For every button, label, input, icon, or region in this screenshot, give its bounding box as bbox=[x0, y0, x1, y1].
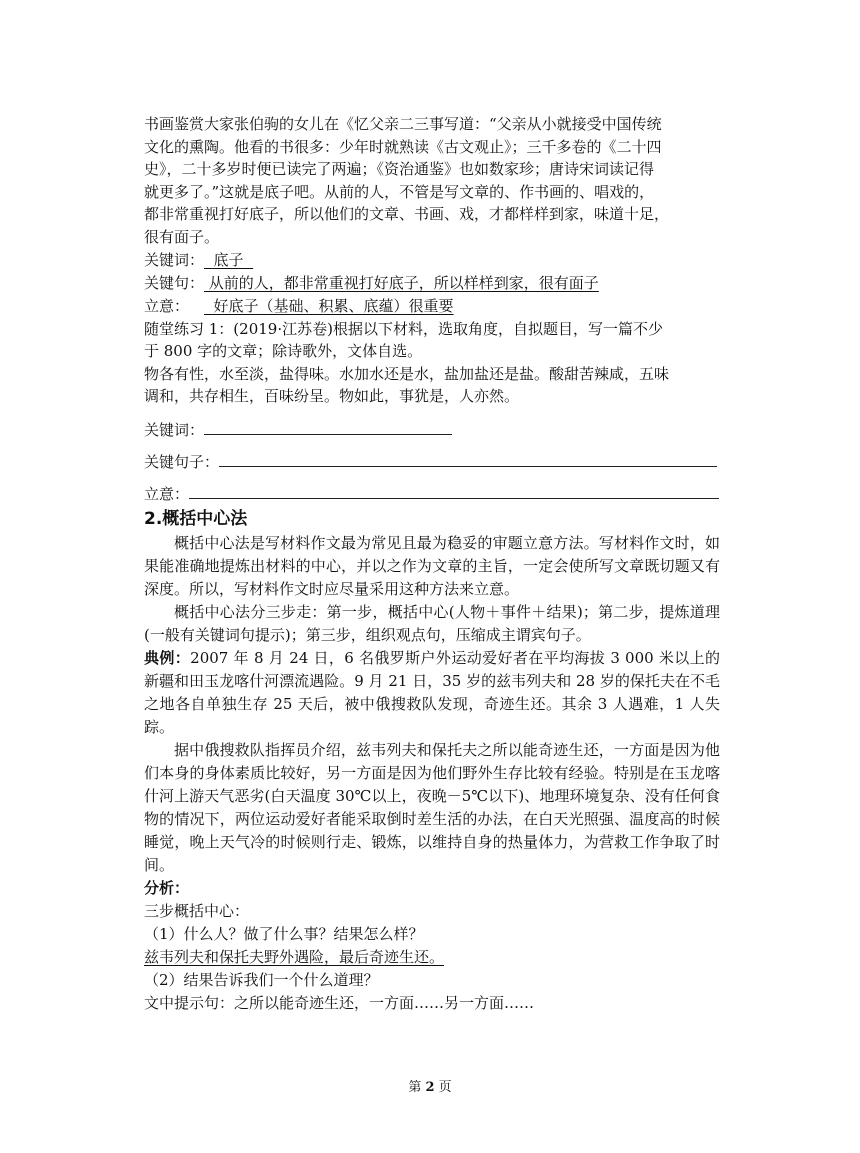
page-footer bbox=[0, 1076, 860, 1095]
footer-suffix: 页 bbox=[434, 1080, 452, 1095]
analysis-answer: 兹韦列夫和保托夫野外遇险，最后奇迹生还。 bbox=[144, 947, 445, 966]
keyword-value: 底子 bbox=[204, 250, 254, 269]
text-line: 史》，二十多岁时便已读完了两遍；《资治通鉴》也如数家珍；唐诗宋词读记得 bbox=[144, 160, 655, 179]
steps-paragraph: 概括中心法分三步走：第一步，概括中心(人物＋事件＋结果)；第二步，提炼道理(一般有关键词句提示)；第三步，组织观点句，压缩成主谓宾句子。 bbox=[144, 602, 720, 644]
footer-prefix: 第 bbox=[408, 1080, 426, 1095]
keyword-label: 关键词： bbox=[144, 250, 205, 269]
text-line: 都非常重视打好底子，所以他们的文章、书画、戏，才都样样到家，味道十足， bbox=[144, 205, 670, 224]
practice-line: 物各有性，水至淡，盐得味。水加水还是水，盐加盐还是盐。酸甜苦辣咸，五味 bbox=[144, 364, 670, 383]
practice-exercise bbox=[144, 318, 720, 504]
keysentence-label: 关键句： bbox=[144, 273, 205, 292]
keysentence-value: 从前的人，都非常重视打好底子，所以样样到家，很有面子 bbox=[204, 273, 599, 292]
page-number: 2 bbox=[425, 1080, 435, 1095]
practice-line: 随堂练习 1：(2019·江苏卷)根据以下材料，选取角度，自拟题目，写一篇不少 bbox=[144, 319, 663, 338]
text-line: 很有面子。 bbox=[144, 227, 220, 246]
analysis-line: （1）什么人？做了什么事？结果怎么样？ bbox=[144, 924, 424, 943]
intro-paragraph bbox=[144, 113, 720, 249]
keyword-blank[interactable] bbox=[204, 434, 452, 435]
analysis-label: 分析： bbox=[144, 878, 190, 897]
keysentence-blank[interactable] bbox=[219, 466, 717, 467]
text-line: 就更多了。”这就是底子吧。从前的人，不管是写文章的、作书画的、唱戏的， bbox=[144, 182, 655, 201]
practice-idea-label: 立意： bbox=[144, 484, 190, 503]
section-heading: 2.概括中心法 bbox=[144, 508, 248, 529]
method-paragraph: 概括中心法是写材料作文最为常见且最为稳妥的审题立意方法。写材料作文时，如果能准确地提炼出材料的中心，并以之作为文章的主旨，一定会使所写文章既切题又有深度。所以，写材料作文时应尽量采用这种方法来立意。 bbox=[144, 533, 720, 598]
practice-keyword-row bbox=[144, 408, 720, 440]
idea-label: 立意： bbox=[144, 296, 190, 315]
example-paragraph bbox=[144, 647, 720, 739]
text-line: 文化的熏陶。他看的书很多：少年时就熟读《古文观止》；三千多卷的《二十四 bbox=[144, 137, 662, 156]
analysis-line: （2）结果告诉我们一个什么道理？ bbox=[144, 970, 379, 989]
example-label: 典例： bbox=[144, 648, 191, 667]
practice-keysentence-row bbox=[144, 440, 720, 472]
practice-line: 于 800 字的文章；除诗歌外，文体自选。 bbox=[144, 342, 423, 361]
idea-row bbox=[144, 295, 720, 318]
practice-keyword-label: 关键词： bbox=[144, 420, 205, 439]
practice-line: 调和，共存相生，百味纷呈。物如此，事犹是，人亦然。 bbox=[144, 387, 520, 406]
analysis-line: 文中提示句：之所以能奇迹生还，一方面……另一方面…… bbox=[144, 993, 535, 1012]
detail-paragraph: 据中俄搜救队指挥员介绍，兹韦列夫和保托夫之所以能奇迹生还，一方面是因为他们本身的身体素质比较好，另一方面是因为他们野外生存比较有经验。特别是在玉龙喀什河上游天气恶劣(白天温度 30℃以上，夜晚－5℃以下)、地理环境复杂、没有任何食物的情况下，两位运动爱好者能采取倒时差生活的办法，在白天光照强、温度高的时候睡觉，晚上天气冷的时候则行走、锻炼，以维持自身的热量体力，为营救工作争取了时间。 bbox=[144, 740, 720, 874]
idea-value: 好底子（基础、积累、底蕴）很重要 bbox=[204, 296, 454, 315]
practice-idea-row bbox=[144, 472, 720, 504]
keyword-row bbox=[144, 249, 720, 272]
example-keywords bbox=[144, 249, 720, 318]
document-body bbox=[144, 113, 720, 1015]
text-line: 书画鉴赏大家张伯驹的女儿在《忆父亲二三事写道：“父亲从小就接受中国传统 bbox=[144, 115, 662, 133]
practice-keysentence-label: 关键句子： bbox=[144, 452, 220, 471]
analysis-line: 三步概括中心： bbox=[144, 901, 250, 920]
keysentence-row bbox=[144, 272, 720, 295]
example-text: 2007 年 8 月 24 日，6 名俄罗斯户外运动爱好者在平均海拔 3 000 米以上的新疆和田玉龙喀什河漂流遇险。9 月 21 日，35 岁的兹韦列夫和 28 岁的保托夫在不毛之地各自单独生存 25 天后，被中俄搜救队发现，奇迹生还。其余 3 人遇难，1 人失踪。 bbox=[144, 648, 720, 736]
idea-blank[interactable] bbox=[189, 498, 719, 499]
